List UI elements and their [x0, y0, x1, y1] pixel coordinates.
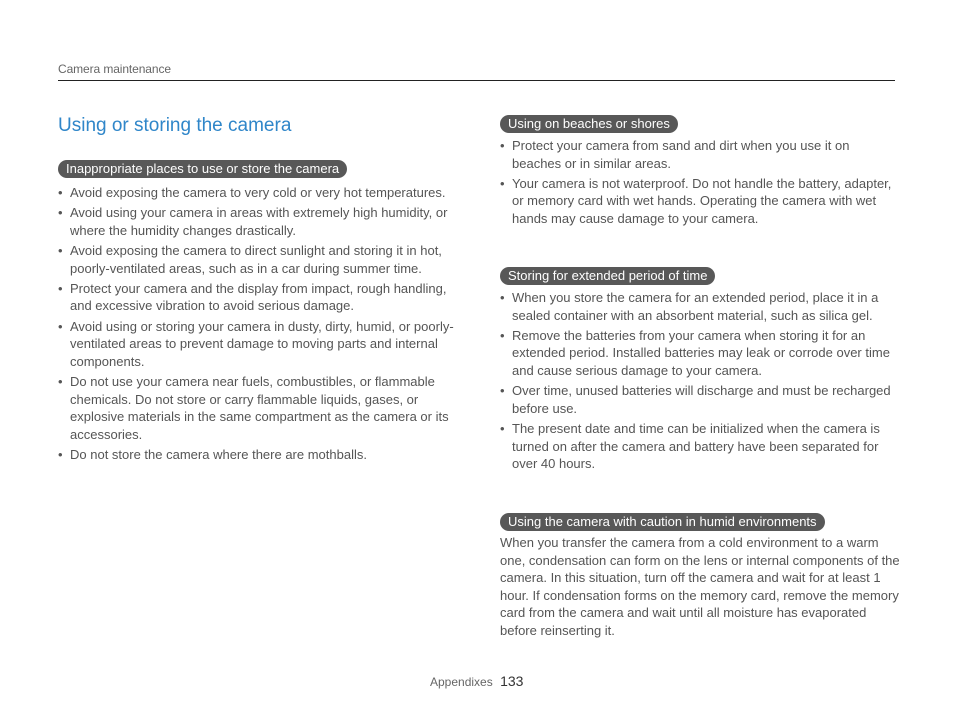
list-item: • When you store the camera for an extended period, place it in a sealed container with an absorbent material, such as silica gel. — [500, 290, 879, 323]
bullet-icon: • — [500, 383, 505, 399]
bullet-icon: • — [500, 175, 505, 191]
section-heading-storing: Storing for extended period of time — [500, 267, 715, 285]
humid-paragraph: When you transfer the camera from a cold environment to a warm one, condensation can form on the lens or internal components of the camera. In this situation, turn off the camera and wait for at least 1 hour. If condensation forms on the memory card, remove the memory card from the camera and wait until all moisture has evaporated before reinserting it. — [500, 535, 900, 638]
header-rule — [58, 80, 895, 81]
beaches-list — [500, 137, 900, 228]
list-item: • Avoid using your camera in areas with extremely high humidity, or where the humidity changes drastically. — [58, 205, 448, 238]
page-footer — [430, 673, 523, 689]
list-item: • Avoid using or storing your camera in dusty, dirty, humid, or poorly-ventilated areas to prevent damage to moving parts and internal components. — [58, 318, 454, 369]
footer-label: Appendixes — [430, 675, 493, 689]
list-item: • Avoid exposing the camera to direct sunlight and storing it in hot, poorly-ventilated areas, such as in a car during summer time. — [58, 242, 442, 276]
bullet-icon: • — [500, 138, 505, 153]
bullet-icon: • — [58, 446, 63, 462]
bullet-icon: • — [500, 420, 505, 436]
bullet-icon: • — [500, 327, 505, 343]
bullet-icon: • — [58, 318, 63, 334]
bullet-icon: • — [58, 373, 63, 389]
list-item: • Remove the batteries from your camera when storing it for an extended period. Installed batteries may leak or corrode over time and cause serious damage to your camera. — [500, 327, 890, 378]
list-item: • Avoid exposing the camera to very cold or very hot temperatures. — [58, 185, 446, 200]
page-number: 133 — [500, 673, 524, 689]
page-title: Using or storing the camera — [58, 115, 292, 136]
list-item: • Protect your camera from sand and dirt when you use it on beaches or in similar areas. — [500, 138, 850, 171]
list-item: • Protect your camera and the display from impact, rough handling, and excessive vibration to avoid serious damage. — [58, 280, 447, 314]
list-item: • The present date and time can be initialized when the camera is turned on after the camera and battery have been separated for over 40 hours. — [500, 420, 880, 472]
bullet-icon: • — [58, 205, 63, 221]
list-item: • Your camera is not waterproof. Do not handle the battery, adapter, or memory card with wet hands. Operating the camera with wet hands may cause damage to your camera. — [500, 175, 892, 226]
section-humid — [500, 513, 900, 640]
section-storing — [500, 267, 900, 475]
section-beaches — [500, 115, 900, 230]
list-item: • Do not store the camera where there are mothballs. — [58, 446, 367, 462]
bullet-icon: • — [500, 290, 505, 305]
section-heading-humid: Using the camera with caution in humid environments — [500, 513, 825, 531]
inappropriate-places-list — [58, 184, 458, 463]
bullet-icon: • — [58, 280, 63, 296]
list-item: • Over time, unused batteries will discharge and must be recharged before use. — [500, 383, 891, 416]
header-title: Camera maintenance — [58, 62, 171, 76]
list-item: • Do not use your camera near fuels, combustibles, or flammable chemicals. Do not store or carry flammable liquids, gases, or explosive materials in the same compartment as the camera or its accessories. — [58, 373, 449, 442]
section-heading-beaches: Using on beaches or shores — [500, 115, 678, 133]
bullet-icon: • — [58, 242, 63, 258]
storing-list — [500, 289, 900, 473]
left-column — [58, 160, 458, 466]
section-heading-inappropriate-places: Inappropriate places to use or store the camera — [58, 160, 347, 178]
bullet-icon: • — [58, 185, 63, 200]
